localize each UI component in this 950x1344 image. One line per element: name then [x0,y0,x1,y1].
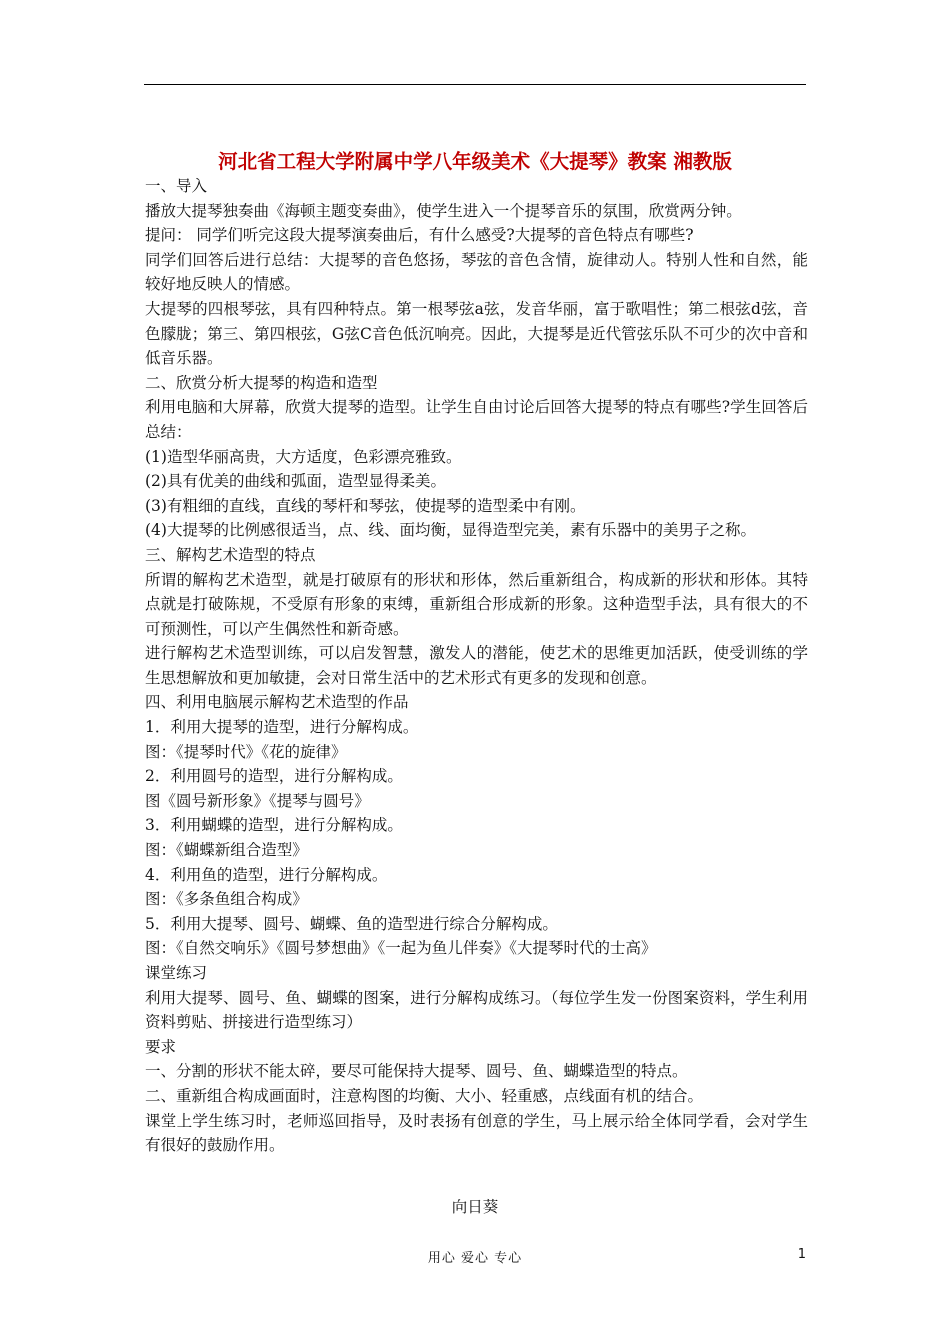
paragraph: 一、分割的形状不能太碎，要尽可能保持大提琴、圆号、鱼、蝴蝶造型的特点。 [145,1062,688,1081]
paragraph: 利用大提琴、圆号、鱼、蝴蝶的图案，进行分解构成练习。（每位学生发一份图案资料，学生利用资料剪贴、拼接进行造型练习） [145,988,808,1032]
document-body [145,174,808,1158]
next-section-title: 向日葵 [451,1198,499,1216]
paragraph: 二、欣赏分析大提琴的构造和造型 [145,373,378,392]
paragraph: 5．利用大提琴、圆号、蝴蝶、鱼的造型进行综合分解构成。 [145,914,558,933]
paragraph: 4．利用鱼的造型，进行分解构成。 [145,865,388,884]
paragraph: (4)大提琴的比例感很适当，点、线、面均衡，显得造型完美，素有乐器中的美男子之称。 [145,521,756,540]
paragraph: 要求 [145,1037,177,1056]
paragraph: 利用电脑和大屏幕，欣赏大提琴的造型。让学生自由讨论后回答大提琴的特点有哪些?学生回答后总结： [145,398,808,441]
footer-motto: 用心 爱心 专心 [427,1251,523,1266]
paragraph: 二、重新组合构成画面时，注意构图的均衡、大小、轻重感，点线面有机的结合。 [145,1086,704,1105]
paragraph: 进行解构艺术造型训练，可以启发智慧，激发人的潜能，使艺术的思维更加活跃，使受训练的学生思想解放和更加敏捷，会对日常生活中的艺术形式有更多的发现和创意。 [145,644,808,687]
paragraph: 图：《多条鱼组合构成》 [145,890,308,909]
paragraph: 提问： 同学们听完这段大提琴演奏曲后，有什么感受?大提琴的音色特点有哪些? [145,226,694,245]
paragraph: 课堂练习 [145,964,208,982]
paragraph: 一、导入 [145,177,208,195]
paragraph: 图：《自然交响乐》《圆号梦想曲》《一起为鱼儿伴奏》《大提琴时代的士高》 [145,939,657,958]
paragraph: 图《圆号新形象》《提琴与圆号》 [145,791,370,810]
paragraph: 课堂上学生练习时，老师巡回指导，及时表扬有创意的学生，马上展示给全体同学看，会对学生有很好的鼓励作用。 [145,1111,808,1155]
header-rule [144,84,806,85]
page-number: 1 [797,1247,806,1262]
paragraph: (3)有粗细的直线，直线的琴杆和琴弦，使提琴的造型柔中有刚。 [145,496,586,515]
paragraph: 2．利用圆号的造型，进行分解构成。 [145,767,403,786]
paragraph: 图：《蝴蝶新组合造型》 [145,841,308,860]
paragraph: (1)造型华丽高贵，大方适度，色彩漂亮雅致。 [145,447,462,466]
paragraph: 播放大提琴独奏曲《海顿主题变奏曲》，使学生进入一个提琴音乐的氛围，欣赏两分钟。 [145,201,742,220]
paragraph: 三、解构艺术造型的特点 [145,545,316,564]
paragraph: (2)具有优美的曲线和弧面，造型显得柔美。 [145,472,446,491]
paragraph: 所谓的解构艺术造型，就是打破原有的形状和形体，然后重新组合，构成新的形状和形体。其特点就是打破陈规，不受原有形象的束缚，重新组合形成新的形象。这种造型手法，具有很大的不可预测性，可以产生偶然性和新奇感。 [145,570,808,638]
paragraph: 图：《提琴时代》《花的旋律》 [145,742,347,761]
paragraph: 大提琴的四根琴弦，具有四种特点。第一根琴弦a弦，发音华丽，富于歌唱性；第二根弦d弦，音色朦胧；第三、第四根弦，G弦C音色低沉响亮。因此，大提琴是近代管弦乐队不可少的次中音和低音乐器。 [145,299,808,368]
document-title: 河北省工程大学附属中学八年级美术《大提琴》教案 湘教版 [218,150,732,173]
paragraph: 同学们回答后进行总结：大提琴的音色悠扬，琴弦的音色含情，旋律动人。特别人性和自然，能较好地反映人的情感。 [145,250,808,294]
paragraph: 3．利用蝴蝶的造型，进行分解构成。 [145,816,403,835]
paragraph: 四、利用电脑展示解构艺术造型的作品 [145,693,409,712]
paragraph: 1．利用大提琴的造型，进行分解构成。 [145,718,419,737]
